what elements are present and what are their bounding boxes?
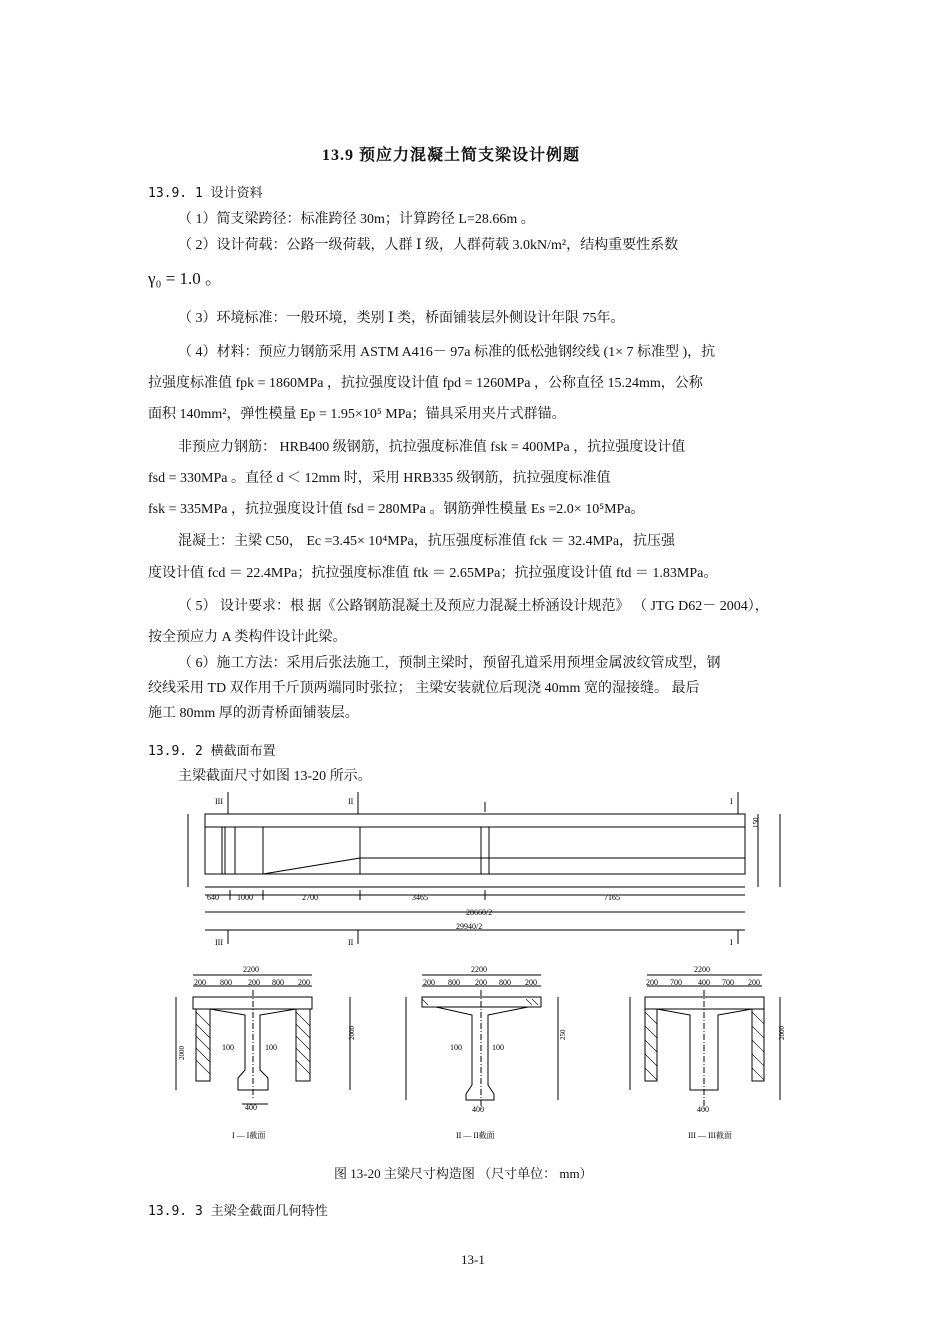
secI-f2: 800 [220,978,232,987]
section-heading-cross-section: 13.9. 2 横截面布置 [148,744,276,759]
secI-name: I — I截面 [232,1131,266,1140]
para-load: （ 2）设计荷载：公路一级荷载，人群 Ⅰ 级，人群荷载 3.0kN/m²，结构重要性系数 [178,238,679,253]
secI-f4: 800 [272,978,284,987]
para-material-tendon: （ 4）材料：预应力钢筋采用 ASTM A416－ 97a 标准的低松弛钢绞线 (1× 7 标准型 )，抗 [178,345,716,360]
elev-label-I-bottom: I [730,938,733,947]
page-number: 13-1 [461,1252,485,1267]
secI-web-right: 100 [265,1043,277,1052]
secI-f1: 200 [194,978,206,987]
para-concrete: 混凝土：主梁 C50， Ec =3.45× 10⁴MPa，抗压强度标准值 fck ＝ 32.4MPa，抗压强 [178,534,676,549]
para-span: （ 1）简支梁跨径：标准跨径 30m；计算跨径 L=28.66m 。 [178,212,535,227]
secII-f3: 200 [475,978,487,987]
secII-width: 2200 [471,965,487,974]
secIII-f5: 200 [748,978,760,987]
vdim-250: 250 [559,1029,567,1040]
secI-bottom: 400 [245,1103,257,1112]
para-construction-b: 绞线采用 TD 双作用千斤顶两端同时张拉； 主梁安装就位后现浇 40mm 宽的湿接缝。 最后 [148,681,700,696]
cross-section-III [630,975,780,1110]
page-title: 13.9 预应力混凝土简支梁设计例题 [322,147,581,164]
section-heading-geometry: 13.9. 3 主梁全截面几何特性 [148,1204,328,1219]
para-design-requirement: （ 5） 设计要求：根 据《公路钢筋混凝土及预应力混凝土桥涵设计规范》 （ JTG D62－ 2004）， [178,599,769,614]
elev-dim-640: 640 [207,893,219,902]
elev-label-II-top: II [348,797,354,806]
secII-bottom: 400 [472,1105,484,1114]
cross-section-II [406,975,558,1110]
elev-label-I-top: I [730,797,733,806]
secII-web-left: 100 [450,1043,462,1052]
vdim-2000: 2000 [778,1026,786,1040]
elev-dim-3465: 3465 [412,893,428,902]
elev-dim-1000: 1000 [237,893,253,902]
secIII-f4: 700 [722,978,734,987]
section-heading-design-data: 13.9. 1 设计资料 [148,186,263,201]
secIII-width: 2200 [694,965,710,974]
elev-label-III-top: III [215,797,223,806]
secIII-f3: 400 [698,978,710,987]
secII-web-right: 100 [492,1043,504,1052]
secI-web-left: 100 [222,1043,234,1052]
secII-name: II — II截面 [456,1131,495,1140]
vdim-2000-left: 2000 [178,1046,186,1060]
vdim-2000-I: 2000 [348,1026,356,1040]
cross-section-I [176,975,350,1104]
elev-dim-span-total: 29940/2 [456,922,483,931]
para-load-gamma: γ₀ = 1.0 。 [148,269,223,288]
elev-dim-span-calc: 28660/2 [466,908,493,917]
elev-label-II-bottom: II [348,938,354,947]
para-construction-c: 施工 80mm 厚的沥青桥面铺装层。 [148,706,359,721]
secI-width: 2200 [243,965,259,974]
para-concrete-strength: 度设计值 fcd ＝ 22.4MPa；抗拉强度标准值 ftk ＝ 2.65MPa；抗拉强度设计值 ftd ＝ 1.83MPa。 [148,566,718,581]
figure-caption: 图 13-20 主梁尺寸构造图 （尺寸单位： mm） [334,1166,593,1181]
secII-f1: 200 [423,978,435,987]
secIII-bottom: 400 [697,1105,709,1114]
para-material-tendon-strength: 拉强度标准值 fpk = 1860MPa ，抗拉强度设计值 fpd = 1260MPa ，公称直径 15.24mm，公称 [148,376,703,391]
para-figure-ref: 主梁截面尺寸如图 13-20 所示。 [178,769,372,784]
para-rebar-hrb335: fsd = 330MPa 。直径 d ＜ 12mm 时，采用 HRB335 级钢筋，抗拉强度标准值 [148,471,611,486]
secIII-name: III — III截面 [688,1131,732,1140]
secII-f2: 800 [448,978,460,987]
para-environment: （ 3）环境标准：一般环境，类别 Ⅰ 类，桥面铺装层外侧设计年限 75年。 [178,311,625,326]
elev-dim-7165: 7165 [604,893,620,902]
secII-f5: 200 [525,978,537,987]
elevation-view [188,792,780,944]
secIII-f2: 700 [670,978,682,987]
para-design-requirement-b: 按全预应力 A 类构件设计此梁。 [148,630,347,645]
secII-f4: 800 [499,978,511,987]
secIII-f1: 200 [646,978,658,987]
elev-dim-2700: 2700 [302,893,318,902]
para-construction: （ 6）施工方法：采用后张法施工，预制主梁时，预留孔道采用预埋金属波纹管成型，钢 [178,656,721,671]
secI-f3: 200 [248,978,260,987]
para-material-tendon-area: 面积 140mm²，弹性模量 Ep = 1.95×10⁵ MPa；锚具采用夹片式群锚。 [148,407,566,422]
secI-f5: 200 [298,978,310,987]
vdim-150: 150 [752,817,760,828]
elev-label-III-bottom: III [215,938,223,947]
para-rebar-strength: fsk = 335MPa ，抗拉强度设计值 fsd = 280MPa 。钢筋弹性模量 Es =2.0× 10⁵MPa。 [148,502,645,517]
para-rebar-hrb400: 非预应力钢筋： HRB400 级钢筋，抗拉强度标准值 fsk = 400MPa ，抗拉强度设计值 [178,440,686,455]
